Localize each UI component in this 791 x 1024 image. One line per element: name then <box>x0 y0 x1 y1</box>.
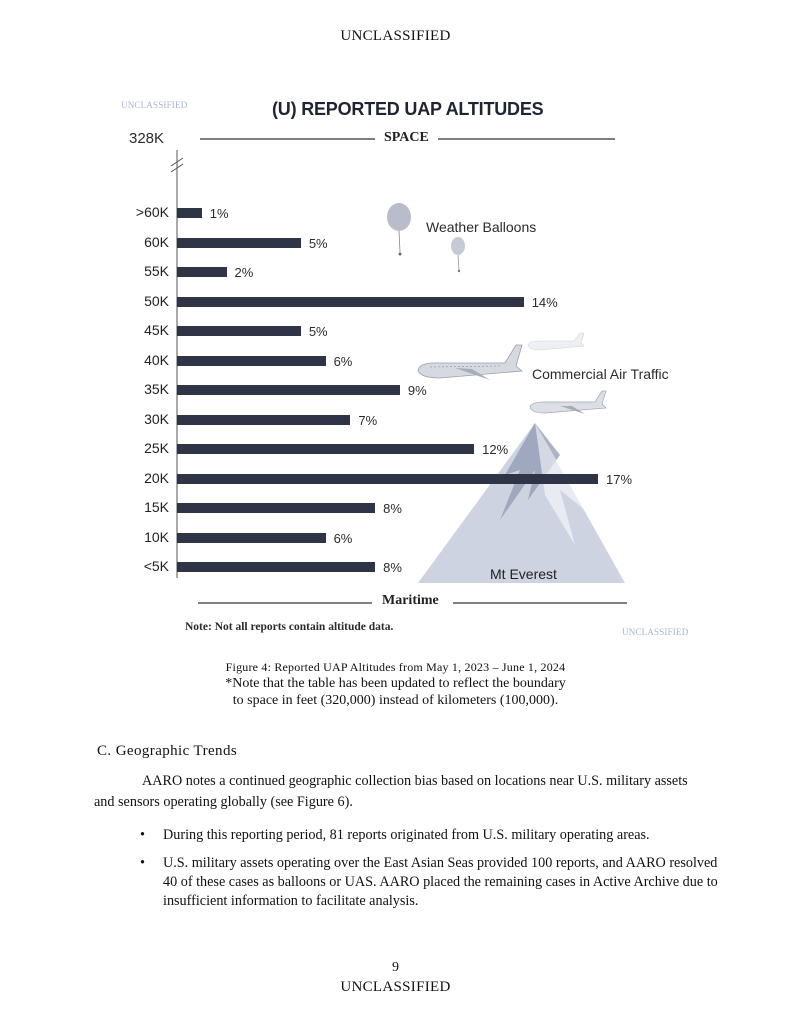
altitude-bar <box>177 326 301 336</box>
value-label: 5% <box>308 235 328 251</box>
bullet-dot-icon: • <box>140 827 145 843</box>
figure-caption-note-line-2: to space in feet (320,000) instead of kilometers (100,000). <box>232 693 559 708</box>
value-label: 1% <box>209 206 229 221</box>
mt-everest-label: Mt Everest <box>490 566 557 582</box>
altitude-bar <box>177 562 375 572</box>
value-label: 8% <box>383 560 402 575</box>
value-label: 6% <box>333 353 353 369</box>
top-altitude-label: 328K <box>129 130 165 147</box>
altitude-bar <box>177 415 350 425</box>
category-label: 40K <box>144 351 169 368</box>
value-label: 6% <box>333 530 353 546</box>
bullet-dot-icon: • <box>140 855 145 871</box>
altitude-bar <box>177 267 227 277</box>
page-number: 9 <box>392 960 399 975</box>
altitude-bar <box>177 356 326 366</box>
altitude-bar <box>177 238 301 248</box>
classification-banner-bottom: UNCLASSIFIED <box>340 979 451 995</box>
section-heading: C. Geographic Trends <box>97 743 238 759</box>
value-label: 17% <box>606 471 633 487</box>
space-label: SPACE <box>384 130 429 145</box>
altitude-bar <box>177 385 400 395</box>
section-paragraph <box>94 771 704 813</box>
value-label: 9% <box>407 383 427 398</box>
bullet-text: During this reporting period, 81 reports originated from U.S. military operating areas. <box>163 827 650 843</box>
weather-balloon-large-icon <box>387 203 411 256</box>
figure-title: (U) REPORTED UAP ALTITUDES <box>272 99 544 119</box>
value-label: 8% <box>383 501 402 516</box>
airplane-large-icon <box>418 345 522 380</box>
figure-caption <box>0 660 791 709</box>
maritime-label: Maritime <box>382 593 439 608</box>
figure-caption-note-line-1: *Note that the table has been updated to reflect the boundary <box>225 676 566 691</box>
altitude-bar <box>177 474 598 484</box>
category-label: 50K <box>144 292 169 309</box>
section-paragraph-text: AARO notes a continued geographic collection bias based on locations near U.S. military assets and sensors operating globally (see Figure 6). <box>94 773 688 810</box>
figure-watermark-left: UNCLASSIFIED <box>121 100 188 110</box>
category-label: 35K <box>144 381 169 397</box>
altitude-bar <box>177 503 375 513</box>
altitude-bar <box>177 208 202 218</box>
value-label: 14% <box>531 294 558 310</box>
category-label: 25K <box>144 440 169 456</box>
figure-caption-title: Figure 4: Reported UAP Altitudes from May 1, 2023 – June 1, 2024 <box>225 660 566 674</box>
category-label: 30K <box>144 410 169 427</box>
category-label: 45K <box>144 322 169 338</box>
classification-banner-top: UNCLASSIFIED <box>340 28 451 44</box>
category-label: 20K <box>144 469 169 486</box>
weather-balloons-label: Weather Balloons <box>426 219 537 235</box>
altitude-bar <box>177 533 326 543</box>
value-label: 7% <box>358 412 378 428</box>
category-label: 60K <box>144 233 169 250</box>
figure-note: Note: Not all reports contain altitude data. <box>185 621 394 633</box>
figure-watermark-right: UNCLASSIFIED <box>622 627 689 637</box>
weather-balloon-small-icon <box>451 237 465 272</box>
commercial-air-traffic-label: Commercial Air Traffic <box>532 366 669 382</box>
category-label: >60K <box>135 204 169 220</box>
category-label: <5K <box>143 558 169 574</box>
value-label: 5% <box>308 324 328 339</box>
airplane-small-bottom-icon <box>530 391 606 414</box>
value-label: 12% <box>482 442 509 457</box>
value-label: 2% <box>234 265 254 280</box>
category-label: 10K <box>144 528 169 545</box>
altitude-bar <box>177 297 524 307</box>
airplane-small-top-icon <box>528 333 584 350</box>
category-label: 15K <box>144 499 169 515</box>
category-label: 55K <box>144 263 169 279</box>
bullet-text: U.S. military assets operating over the East Asian Seas provided 100 reports, and AARO resolved 40 of these cases as balloons or UAS. AARO placed the remaining cases in Active Archive due to insufficient information to facilitate analysis. <box>163 855 718 909</box>
altitude-bar <box>177 444 474 454</box>
